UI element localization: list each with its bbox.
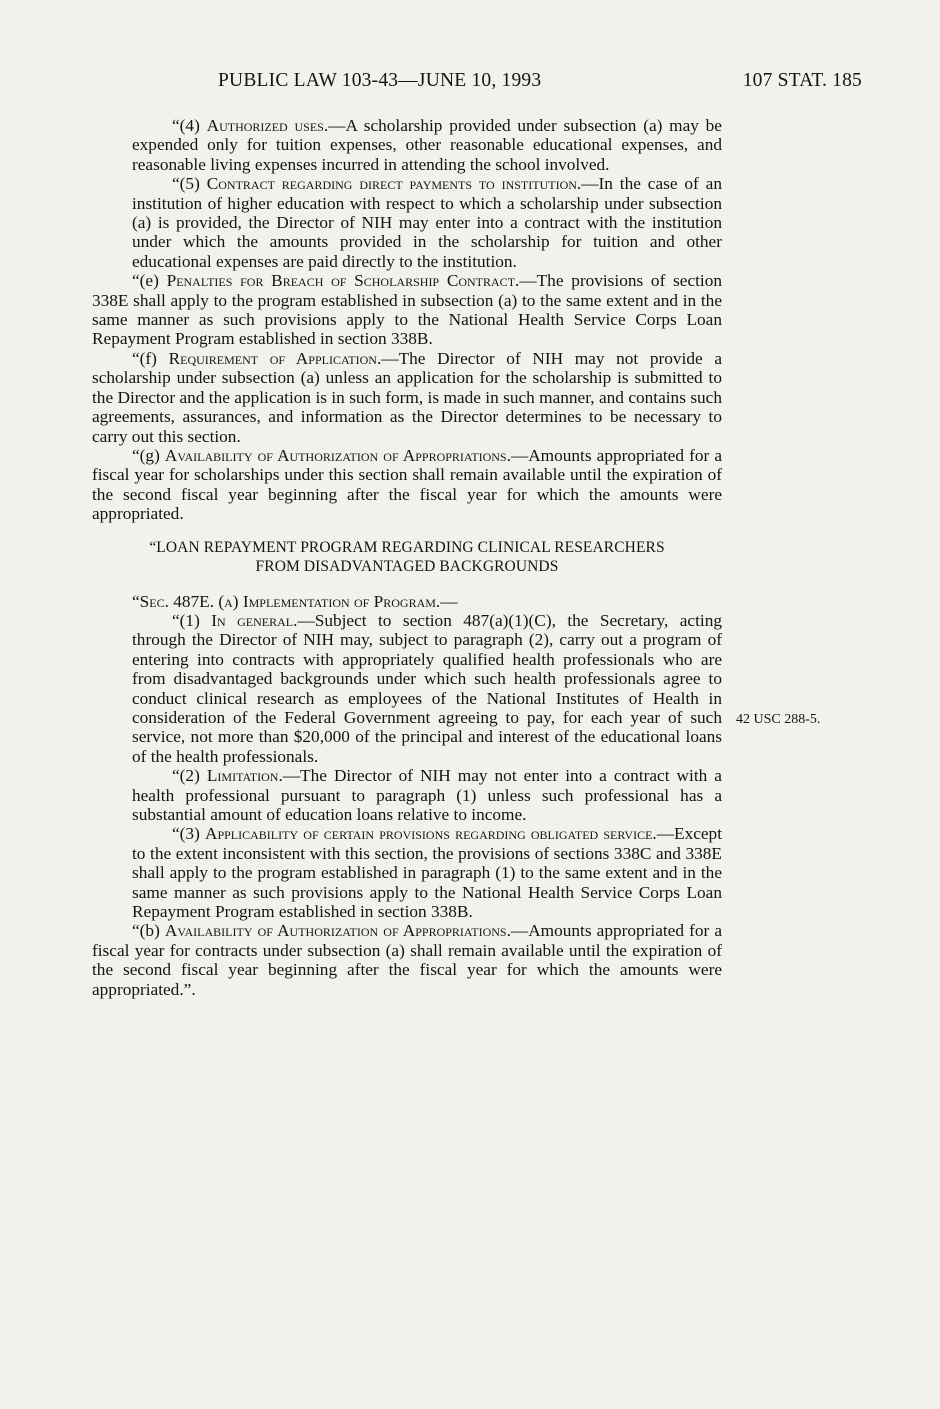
paragraph-1: “(1) In general.—Subject to section 487(a)(1)(C), the Secretary, acting through the Director of NIH may, subject to paragraph (2), carry out a program of entering into contracts with appropriately qualified health professionals who are from disadvantaged backgrounds under which such health professionals agree to conduct clinical research as employees of the National Institutes of Health in consideration of the Federal Government agreeing to pay, for each year of such service, not more than $20,000 of the principal and interest of the educational loans of the health professionals. — [132, 610, 722, 766]
paragraph-5: “(5) Contract regarding direct payments to institution.—In the case of an institution of higher education with respect to which a scholarship under subsection (a) is provided, the Director of NIH may enter into a contract with the institution under which the amounts provided in the scholarship for tuition and other educational expenses are paid directly to the institution. — [132, 174, 722, 271]
section-heading: “LOAN REPAYMENT PROGRAM REGARDING CLINICAL RESEARCHERS FROM DISADVANTAGED BACKGROUNDS — [149, 538, 665, 575]
subsection-heading: Availability of Authorization of Appropriations. — [164, 921, 511, 941]
subsection-heading: Requirement of Application. — [168, 348, 382, 368]
document-body — [92, 116, 722, 999]
statute-page-number: 107 STAT. 185 — [742, 70, 862, 91]
section-487e-title: “Sec. 487E. (a) Implementation of Program.— — [132, 591, 458, 611]
paragraph-heading: Authorized uses. — [206, 116, 329, 135]
subsection-b: “(b) Availability of Authorization of Appropriations.—Amounts appropriated for a fiscal year for contracts under subsection (a) shall remain available until the expiration of the second fiscal year beginning after the fiscal year for which the amounts were appropriated.”. — [92, 921, 722, 999]
subsection-e: “(e) Penalties for Breach of Scholarship Contract.—The provisions of section 338E shall apply to the program established in subsection (a) to the same extent and in the same manner as such provisions apply to the National Health Service Corps Loan Repayment Program established in section 338B. — [92, 271, 722, 349]
paragraph-4: “(4) Authorized uses.—A scholarship provided under subsection (a) may be expended only for tuition expenses, other reasonable educational expenses, and reasonable living expenses incurred in attending the school involved. — [132, 116, 722, 174]
paragraph-heading: In general. — [211, 610, 298, 630]
running-header-title: PUBLIC LAW 103-43—JUNE 10, 1993 — [218, 70, 542, 91]
subsection-heading: Penalties for Breach of Scholarship Contract. — [166, 271, 520, 291]
paragraph-heading: Limitation. — [206, 766, 283, 786]
paragraph-heading: Applicability of certain provisions regarding obligated service. — [204, 824, 657, 844]
subsection-f: “(f) Requirement of Application.—The Director of NIH may not provide a scholarship under subsection (a) unless an application for the scholarship is submitted to the Director and the application is in such form, is made in such manner, and contains such agreements, assurances, and information as the Director determines to be necessary to carry out this section. — [92, 348, 722, 446]
subsection-g: “(g) Availability of Authorization of Appropriations.—Amounts appropriated for a fiscal year for scholarships under this section shall remain available until the expiration of the second fiscal year beginning after the fiscal year for which the amounts were appropriated. — [92, 445, 722, 524]
subsection-heading: Availability of Authorization of Appropriations. — [164, 445, 511, 465]
subsection-heading: Implementation of Program. — [242, 591, 441, 611]
paragraph-3: “(3) Applicability of certain provisions regarding obligated service.—Except to the extent inconsistent with this section, the provisions of sections 338C and 338E shall apply to the program established in paragraph (1) to the same extent and in the same manner as such provisions apply to the National Health Service Corps Loan Repayment Program established in section 338B. — [132, 824, 722, 922]
margin-citation: 42 USC 288-5. — [736, 712, 821, 727]
paragraph-2: “(2) Limitation.—The Director of NIH may not enter into a contract with a health professional pursuant to paragraph (1) unless such professional has a substantial amount of education loans relative to income. — [132, 766, 722, 824]
paragraph-heading: Contract regarding direct payments to institution. — [206, 174, 582, 194]
